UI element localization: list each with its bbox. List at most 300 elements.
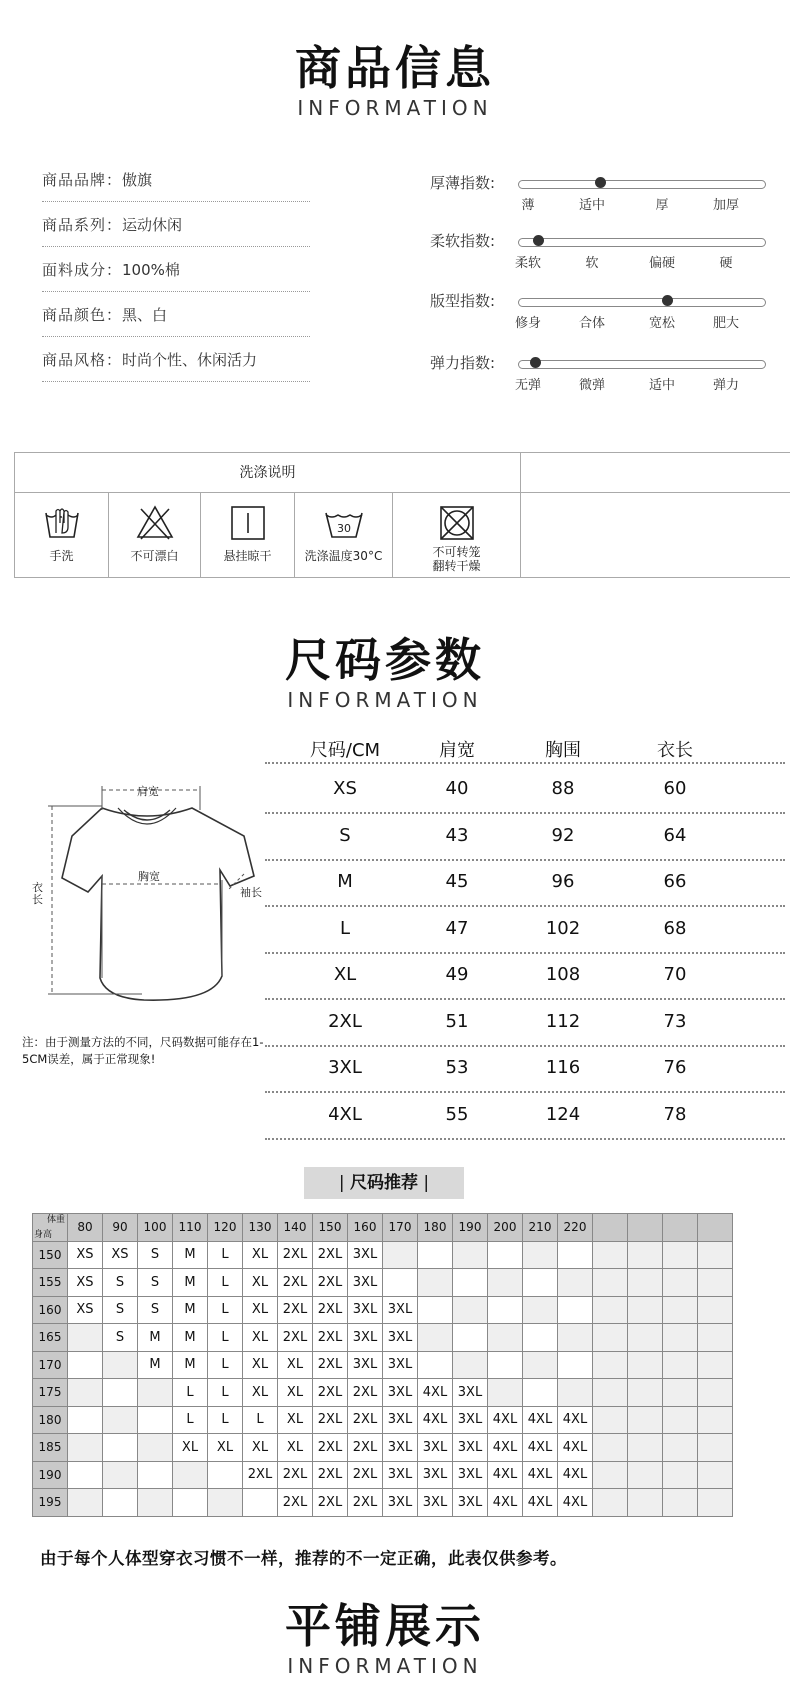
hand-wash-icon	[42, 503, 82, 543]
reco-cell: 4XL	[418, 1406, 453, 1434]
size-cell: 116	[545, 1057, 581, 1078]
wash-instructions-table	[14, 452, 790, 578]
reco-weight-header	[698, 1214, 733, 1242]
reco-cell	[698, 1434, 733, 1462]
reco-cell: 3XL	[348, 1296, 383, 1324]
reco-weight-header: 160	[348, 1214, 383, 1242]
index-tick: 厚	[655, 198, 669, 213]
reco-cell	[593, 1489, 628, 1517]
wash-cell-hang-dry	[201, 493, 295, 578]
reco-cell	[628, 1406, 663, 1434]
reco-cell: 3XL	[453, 1434, 488, 1462]
size-cell: 88	[551, 778, 575, 799]
reco-weight-header: 90	[103, 1214, 138, 1242]
no-tumble-dry-icon	[437, 503, 477, 543]
reco-cell: L	[208, 1241, 243, 1269]
size-cell: L	[339, 917, 351, 939]
no-bleach-icon	[135, 503, 175, 543]
reco-cell	[628, 1379, 663, 1407]
index-0	[430, 172, 770, 222]
reco-cell	[628, 1461, 663, 1489]
reco-cell	[488, 1379, 523, 1407]
reco-cell: 3XL	[348, 1269, 383, 1297]
reco-cell: 3XL	[383, 1406, 418, 1434]
size-recommendation-grid	[32, 1213, 733, 1517]
index-tick: 修身	[514, 316, 541, 331]
reco-cell	[453, 1351, 488, 1379]
reco-cell: 2XL	[243, 1461, 278, 1489]
reco-cell: XS	[68, 1269, 103, 1297]
reco-cell: M	[138, 1351, 173, 1379]
size-cell: 70	[663, 964, 687, 985]
flat-heading-zh: 平铺展示	[285, 1599, 485, 1653]
reco-cell	[138, 1406, 173, 1434]
reco-weight-header	[628, 1214, 663, 1242]
reco-cell	[418, 1269, 453, 1297]
reco-cell: XL	[243, 1351, 278, 1379]
info-label: 商品风格：	[42, 351, 123, 369]
reco-weight-header: 180	[418, 1214, 453, 1242]
reco-weight-header: 80	[68, 1214, 103, 1242]
reco-cell: 3XL	[383, 1434, 418, 1462]
size-header-divider	[265, 762, 785, 764]
reco-cell	[488, 1296, 523, 1324]
reco-cell: XL	[243, 1269, 278, 1297]
wash-cell-no-bleach	[109, 493, 201, 578]
reco-cell	[138, 1489, 173, 1517]
reco-cell: 3XL	[453, 1489, 488, 1517]
reco-cell: XL	[243, 1379, 278, 1407]
reco-cell	[523, 1351, 558, 1379]
reco-cell	[103, 1489, 138, 1517]
reco-cell	[103, 1406, 138, 1434]
reco-cell	[698, 1461, 733, 1489]
reco-cell: 3XL	[348, 1351, 383, 1379]
reco-cell: 3XL	[418, 1461, 453, 1489]
reco-cell: XL	[278, 1434, 313, 1462]
reco-cell: 4XL	[523, 1406, 558, 1434]
reco-cell: XL	[278, 1406, 313, 1434]
size-heading-en: INFORMATION	[287, 688, 483, 712]
info-label: 商品颜色：	[42, 306, 123, 324]
reco-cell: 2XL	[278, 1296, 313, 1324]
reco-cell: 4XL	[488, 1461, 523, 1489]
reco-cell	[593, 1324, 628, 1352]
size-cell: 96	[551, 871, 575, 892]
reco-corner-weight: 体重	[46, 1215, 65, 1225]
reco-cell	[663, 1324, 698, 1352]
reco-cell: 2XL	[278, 1461, 313, 1489]
reco-cell	[68, 1379, 103, 1407]
reco-cell	[418, 1351, 453, 1379]
reco-cell: XS	[68, 1241, 103, 1269]
info-row	[42, 297, 310, 337]
reco-row	[33, 1351, 733, 1379]
reco-height-header: 165	[33, 1324, 68, 1352]
reco-weight-header: 220	[558, 1214, 593, 1242]
reco-cell	[663, 1434, 698, 1462]
reco-cell: 4XL	[418, 1379, 453, 1407]
index-label: 弹力指数:	[430, 354, 496, 372]
reco-cell	[663, 1406, 698, 1434]
size-cell: 3XL	[328, 1057, 362, 1078]
reco-row	[33, 1461, 733, 1489]
reco-weight-header: 130	[243, 1214, 278, 1242]
reco-cell: L	[208, 1269, 243, 1297]
reco-cell: 4XL	[558, 1461, 593, 1489]
reco-cell	[103, 1434, 138, 1462]
reco-cell: 3XL	[418, 1489, 453, 1517]
reco-cell: XL	[208, 1434, 243, 1462]
reco-cell: 3XL	[348, 1241, 383, 1269]
reco-cell: 2XL	[348, 1406, 383, 1434]
index-tick: 硬	[719, 256, 733, 271]
reco-row	[33, 1406, 733, 1434]
reco-cell: XL	[173, 1434, 208, 1462]
reco-cell	[68, 1351, 103, 1379]
reco-cell	[453, 1324, 488, 1352]
reco-height-header: 150	[33, 1241, 68, 1269]
reco-cell	[523, 1296, 558, 1324]
index-tick: 加厚	[712, 198, 739, 213]
wash-30-icon	[322, 503, 366, 543]
wash-cell-handwash	[15, 493, 109, 578]
index-label: 版型指数:	[430, 292, 496, 310]
reco-cell: 4XL	[488, 1489, 523, 1517]
wash-label-wash-30: 洗涤温度30°C	[304, 549, 383, 563]
size-cell: S	[339, 824, 351, 846]
reco-cell: 2XL	[313, 1379, 348, 1407]
index-label: 柔软指数:	[430, 232, 496, 250]
info-label: 商品系列：	[42, 216, 123, 234]
reco-cell: XL	[243, 1434, 278, 1462]
reco-cell	[138, 1434, 173, 1462]
reco-cell	[138, 1379, 173, 1407]
reco-cell: M	[173, 1324, 208, 1352]
reco-corner-height: 身高	[34, 1229, 53, 1240]
diagram-label-length: 衣长	[32, 881, 43, 906]
reco-header-row	[33, 1214, 733, 1242]
info-value: 黑、白	[122, 306, 168, 324]
reco-cell: 2XL	[313, 1296, 348, 1324]
size-cell: M	[337, 871, 353, 892]
reco-row	[33, 1269, 733, 1297]
reco-row	[33, 1241, 733, 1269]
reco-cell	[663, 1461, 698, 1489]
hang-dry-icon	[228, 503, 268, 543]
size-row	[265, 815, 785, 861]
reco-cell	[663, 1296, 698, 1324]
reco-cell	[68, 1406, 103, 1434]
reco-cell	[663, 1351, 698, 1379]
reco-cell: L	[208, 1406, 243, 1434]
reco-cell	[208, 1461, 243, 1489]
reco-cell	[558, 1296, 593, 1324]
size-cell: 92	[551, 824, 575, 846]
index-2	[430, 290, 770, 340]
index-bar	[518, 360, 766, 369]
reco-cell	[68, 1489, 103, 1517]
reco-weight-header	[593, 1214, 628, 1242]
reco-cell: 2XL	[313, 1461, 348, 1489]
reco-cell	[628, 1351, 663, 1379]
reco-cell	[593, 1241, 628, 1269]
index-tick: 微弹	[578, 378, 605, 393]
reco-cell: S	[138, 1269, 173, 1297]
info-value: 运动休闲	[122, 216, 183, 234]
reco-weight-header: 110	[173, 1214, 208, 1242]
reco-cell: S	[103, 1324, 138, 1352]
size-cell: 76	[663, 1057, 687, 1078]
reco-cell: 2XL	[348, 1489, 383, 1517]
reco-cell: 3XL	[453, 1461, 488, 1489]
reco-cell	[418, 1324, 453, 1352]
wash-label-no-bleach: 不可漂白	[130, 549, 179, 563]
reco-cell: 4XL	[488, 1406, 523, 1434]
reco-cell: 2XL	[348, 1434, 383, 1462]
size-row	[265, 768, 785, 814]
reco-cell: 4XL	[558, 1434, 593, 1462]
reco-cell: 3XL	[383, 1351, 418, 1379]
size-header-1: 肩宽	[439, 740, 475, 761]
size-cell: 124	[545, 1103, 581, 1125]
size-cell: 68	[663, 917, 687, 939]
reco-cell: M	[173, 1351, 208, 1379]
index-tick: 适中	[648, 378, 675, 393]
reco-cell: S	[138, 1296, 173, 1324]
reco-cell	[628, 1489, 663, 1517]
reco-cell	[593, 1351, 628, 1379]
info-label: 商品品牌：	[42, 171, 123, 189]
reco-cell	[488, 1241, 523, 1269]
reco-cell	[523, 1379, 558, 1407]
reco-corner	[33, 1214, 68, 1242]
reco-height-header: 195	[33, 1489, 68, 1517]
reco-weight-header: 150	[313, 1214, 348, 1242]
reco-cell: 3XL	[383, 1324, 418, 1352]
reco-cell	[558, 1324, 593, 1352]
size-cell: 112	[545, 1010, 581, 1032]
reco-height-header: 190	[33, 1461, 68, 1489]
reco-cell: M	[173, 1269, 208, 1297]
info-heading-zh: 商品信息	[295, 41, 495, 95]
size-cell: 2XL	[328, 1010, 362, 1032]
reco-cell	[593, 1434, 628, 1462]
info-heading	[0, 40, 790, 120]
reco-cell: S	[138, 1241, 173, 1269]
reco-cell: 4XL	[558, 1406, 593, 1434]
reco-title: 尺码推荐	[350, 1173, 418, 1193]
reco-cell	[383, 1241, 418, 1269]
index-tick: 肥大	[712, 316, 739, 331]
reco-cell	[68, 1461, 103, 1489]
reco-cell	[698, 1269, 733, 1297]
reco-weight-header: 170	[383, 1214, 418, 1242]
wash-label-no-tumble: 不可转笼 翻转干燥	[432, 545, 481, 573]
reco-cell	[523, 1241, 558, 1269]
info-row	[42, 342, 310, 382]
reco-row	[33, 1434, 733, 1462]
reco-cell	[593, 1379, 628, 1407]
reco-cell	[453, 1269, 488, 1297]
reco-weight-header: 210	[523, 1214, 558, 1242]
size-cell: 66	[663, 871, 687, 892]
reco-height-header: 175	[33, 1379, 68, 1407]
reco-cell: 2XL	[313, 1269, 348, 1297]
size-cell: 53	[445, 1057, 469, 1078]
size-cell: 78	[663, 1103, 687, 1125]
reco-cell	[418, 1296, 453, 1324]
wash-label-handwash: 手洗	[49, 549, 74, 563]
reco-cell	[173, 1489, 208, 1517]
measurement-note: 注：由于测量方法的不同，尺码数据可能存在1-5CM误差，属于正常现象!	[22, 1035, 264, 1066]
reco-cell: XL	[278, 1379, 313, 1407]
tshirt-measurement-diagram	[22, 780, 272, 1010]
reco-cell	[698, 1406, 733, 1434]
reco-cell	[663, 1241, 698, 1269]
reco-cell	[663, 1379, 698, 1407]
size-cell: 45	[445, 871, 469, 892]
reco-cell: 3XL	[418, 1434, 453, 1462]
size-cell: 60	[663, 778, 687, 799]
reco-title-bar-left: |	[338, 1173, 350, 1193]
reco-height-header: 160	[33, 1296, 68, 1324]
reco-cell: 3XL	[383, 1296, 418, 1324]
reco-cell	[173, 1461, 208, 1489]
reco-cell	[593, 1296, 628, 1324]
index-tick: 薄	[521, 198, 535, 213]
reco-cell	[383, 1269, 418, 1297]
reco-cell: L	[173, 1406, 208, 1434]
index-bar	[518, 180, 766, 189]
info-row	[42, 252, 310, 292]
reco-cell: XL	[278, 1351, 313, 1379]
reco-cell: 2XL	[348, 1379, 383, 1407]
reco-cell: 4XL	[488, 1434, 523, 1462]
reco-weight-header: 120	[208, 1214, 243, 1242]
reco-cell: 4XL	[523, 1461, 558, 1489]
size-cell: 64	[663, 824, 687, 846]
index-tick: 柔软	[514, 256, 541, 271]
index-level-dot	[533, 235, 544, 246]
reco-cell	[698, 1241, 733, 1269]
reco-cell	[698, 1324, 733, 1352]
reco-cell: 2XL	[313, 1434, 348, 1462]
reco-cell: XS	[68, 1296, 103, 1324]
reco-cell	[558, 1379, 593, 1407]
reco-cell: XS	[103, 1241, 138, 1269]
reco-cell	[558, 1351, 593, 1379]
flat-heading-en: INFORMATION	[287, 1654, 483, 1678]
reco-cell	[243, 1489, 278, 1517]
reco-cell: S	[103, 1296, 138, 1324]
reco-cell: XL	[243, 1296, 278, 1324]
index-bar	[518, 298, 766, 307]
size-cell: XS	[333, 778, 357, 799]
reco-height-header: 185	[33, 1434, 68, 1462]
size-row	[265, 1094, 785, 1140]
size-cell: 108	[545, 964, 581, 985]
reco-cell	[488, 1351, 523, 1379]
reco-cell: L	[208, 1324, 243, 1352]
reco-cell: 2XL	[313, 1351, 348, 1379]
reco-cell: S	[103, 1269, 138, 1297]
info-row	[42, 207, 310, 247]
wash-cell-no-tumble	[393, 493, 521, 578]
reco-row	[33, 1489, 733, 1517]
reco-cell: L	[208, 1351, 243, 1379]
reco-cell	[558, 1269, 593, 1297]
reco-cell: 2XL	[278, 1489, 313, 1517]
reco-cell: 2XL	[348, 1461, 383, 1489]
reco-cell	[208, 1489, 243, 1517]
index-label: 厚薄指数:	[430, 174, 496, 192]
size-cell: 73	[663, 1010, 687, 1032]
reco-weight-header: 100	[138, 1214, 173, 1242]
reco-cell	[523, 1324, 558, 1352]
size-heading-zh: 尺码参数	[285, 633, 485, 687]
size-cell: 43	[445, 824, 469, 846]
reco-height-header: 155	[33, 1269, 68, 1297]
reco-cell	[488, 1269, 523, 1297]
size-row	[265, 954, 785, 1000]
reco-cell	[103, 1379, 138, 1407]
reco-cell: 2XL	[313, 1324, 348, 1352]
wash-title: 洗涤说明	[15, 453, 521, 493]
index-tick: 偏硬	[648, 256, 675, 271]
reco-cell: 2XL	[313, 1489, 348, 1517]
reco-cell: M	[173, 1241, 208, 1269]
reco-footer-note: 由于每个人体型穿衣习惯不一样，推荐的不一定正确，此表仅供参考。	[40, 1549, 567, 1568]
reco-cell	[628, 1296, 663, 1324]
reco-cell: 2XL	[278, 1241, 313, 1269]
size-cell: 55	[445, 1103, 469, 1125]
reco-cell: L	[243, 1406, 278, 1434]
size-header-2: 胸围	[545, 740, 581, 761]
reco-cell: L	[208, 1296, 243, 1324]
info-value: 100%棉	[122, 261, 180, 279]
reco-cell	[628, 1434, 663, 1462]
reco-cell	[698, 1351, 733, 1379]
reco-cell: 4XL	[523, 1489, 558, 1517]
size-header-3: 衣长	[657, 740, 693, 761]
reco-cell: 2XL	[313, 1241, 348, 1269]
reco-cell	[593, 1406, 628, 1434]
index-1	[430, 230, 770, 280]
diagram-label-shoulder: 肩宽	[137, 785, 159, 798]
reco-cell	[523, 1269, 558, 1297]
reco-cell: M	[138, 1324, 173, 1352]
reco-cell	[68, 1434, 103, 1462]
reco-weight-header	[663, 1214, 698, 1242]
info-label: 面料成分：	[42, 261, 123, 279]
reco-weight-header: 190	[453, 1214, 488, 1242]
reco-cell: M	[173, 1296, 208, 1324]
reco-cell	[698, 1489, 733, 1517]
reco-cell: 3XL	[383, 1379, 418, 1407]
reco-cell	[698, 1296, 733, 1324]
reco-weight-header: 140	[278, 1214, 313, 1242]
reco-height-header: 180	[33, 1406, 68, 1434]
reco-cell	[698, 1379, 733, 1407]
reco-cell	[628, 1269, 663, 1297]
reco-cell	[663, 1489, 698, 1517]
index-tick: 软	[585, 256, 599, 271]
reco-cell: L	[173, 1379, 208, 1407]
reco-cell: 2XL	[278, 1324, 313, 1352]
size-heading	[0, 632, 780, 712]
index-tick: 弹力	[712, 378, 739, 393]
